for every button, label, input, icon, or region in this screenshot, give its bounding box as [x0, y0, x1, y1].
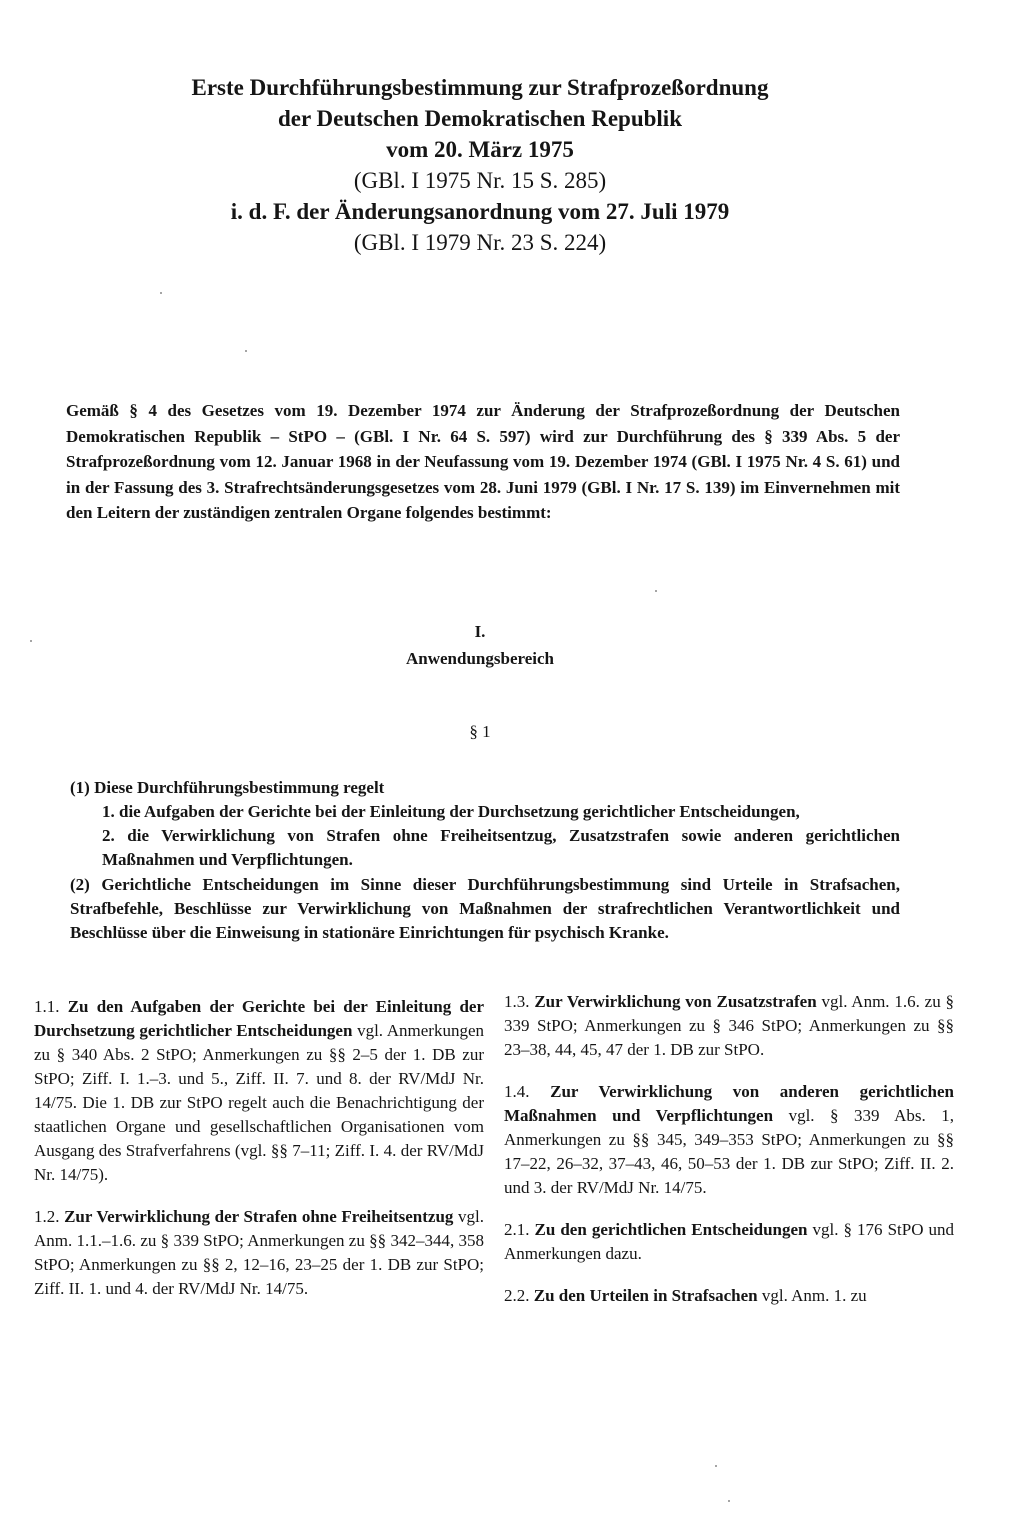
note-2-2-label: 2.2.: [504, 1286, 530, 1305]
note-1-1-label: 1.1.: [34, 997, 60, 1016]
note-1-3-title: Zur Verwirklichung von Zusatzstrafen: [534, 992, 817, 1011]
scan-speck: [715, 1465, 717, 1467]
note-1-3-label: 1.3.: [504, 992, 530, 1011]
paragraph-marker: § 1: [469, 722, 491, 741]
paragraph-2: (2) Gerichtliche Entscheidungen im Sinne dieser Durchführungsbestimmung sind Urteile in Strafsachen, Strafbefehle, Beschlüsse zur Verwirklichung von Maßnahmen der strafrechtlichen Verantwortlichkeit und Beschlüsse über die Einweisung in stationäre Einrichtungen für psychisch Kranke.: [70, 875, 900, 942]
scan-speck: [655, 590, 657, 592]
note-1-2-title: Zur Verwirklichung der Strafen ohne Freiheitsentzug: [64, 1207, 454, 1226]
scan-speck: [30, 640, 32, 642]
paragraph-1: [70, 776, 900, 872]
note-2-1-title: Zu den gerichtlichen Entscheidungen: [534, 1220, 808, 1239]
note-1-4-text: vgl. § 339 Abs. 1, Anmerkungen zu §§ 345, 349–353 StPO; Anmerkungen zu §§ 17–22, 26–32, 37–43, 46, 50–53 der 1. DB zur StPO; Ziff. II. 2. und 3. der RV/MdJ Nr. 14/75.: [504, 1106, 954, 1197]
note-1-3-text: vgl. Anm. 1.6. zu § 339 StPO; Anmerkungen zu § 346 StPO; Anmerkungen zu §§ 23–38, 44, 45, 47 der 1. DB zur StPO.: [504, 992, 955, 1059]
note-1-1: [34, 995, 484, 1187]
paragraph-1-intro: (1) Diese Durchführungsbestimmung regelt: [70, 778, 385, 797]
notes-right-column: [504, 990, 954, 1326]
title-line-2: der Deutschen Demokratischen Republik: [277, 106, 682, 131]
title-line-5: i. d. F. der Änderungsanordnung vom 27. Juli 1979: [230, 199, 730, 224]
notes-left-column: [34, 995, 484, 1319]
note-1-4-title: Zur Verwirklichung von anderen gerichtlichen Maßnahmen und Verpflichtungen: [504, 1082, 954, 1125]
preamble-paragraph: Gemäß § 4 des Gesetzes vom 19. Dezember 1974 zur Änderung der Strafprozeßordnung der Deutschen Demokratischen Republik – StPO – (GBl. I Nr. 64 S. 597) wird zur Durchführung des § 339 Abs. 5 der Strafprozeßordnung vom 12. Januar 1968 in der Neufassung vom 19. Dezember 1974 (GBl. I 1975 Nr. 4 S. 61) und in der Fassung des 3. Strafrechtsänderungsgesetzes vom 28. Juni 1979 (GBl. I Nr. 17 S. 139) im Einvernehmen mit den Leitern der zuständigen zentralen Organe folgendes bestimmt:: [66, 401, 900, 523]
note-1-3: [504, 990, 954, 1062]
scan-speck: [245, 350, 247, 352]
note-1-1-text: vgl. Anmerkungen zu § 340 Abs. 2 StPO; Anmerkungen zu §§ 2–5 der 1. DB zur StPO; Ziff. I. 1.–3. und 5., Ziff. II. 7. und 8. der RV/MdJ Nr. 14/75. Die 1. DB zur StPO regelt auch die Benachrichtigung der staatlichen Organe und gesellschaftlichen Organisationen vom Ausgang des Strafverfahrens (vgl. §§ 7–11; Ziff. I. 4. der RV/MdJ Nr. 14/75).: [34, 1021, 485, 1184]
note-1-2: [34, 1205, 484, 1301]
note-2-2-title: Zu den Urteilen in Strafsachen: [533, 1286, 758, 1305]
note-2-1-label: 2.1.: [504, 1220, 530, 1239]
note-1-4-label: 1.4.: [504, 1082, 530, 1101]
title-line-3: vom 20. März 1975: [386, 137, 574, 162]
paragraph-1-item-2: 2. die Verwirklichung von Strafen ohne Freiheitsentzug, Zusatzstrafen sowie anderen gerichtlichen Maßnahmen und Verpflichtungen.: [102, 826, 900, 869]
scan-speck: [728, 1500, 730, 1502]
note-1-2-text: vgl. Anm. 1.1.–1.6. zu § 339 StPO; Anmerkungen zu §§ 342–344, 358 StPO; Anmerkungen zu §§ 2, 12–16, 23–25 der 1. DB zur StPO; Ziff. II. 1. und 4. der RV/MdJ Nr. 14/75.: [34, 1207, 484, 1298]
section-number: I.: [474, 622, 486, 641]
section-heading: Anwendungsbereich: [406, 649, 554, 668]
note-2-2-text: vgl. Anm. 1. zu: [761, 1286, 867, 1305]
title-line-1: Erste Durchführungsbestimmung zur Strafprozeßordnung: [191, 75, 769, 100]
note-2-2: [504, 1284, 954, 1308]
note-1-2-label: 1.2.: [34, 1207, 60, 1226]
paragraph-1-item-1: 1. die Aufgaben der Gerichte bei der Einleitung der Durchsetzung gerichtlicher Entscheidungen,: [102, 802, 800, 821]
title-line-4: (GBl. I 1975 Nr. 15 S. 285): [353, 168, 607, 193]
note-2-1: [504, 1218, 954, 1266]
title-line-6: (GBl. I 1979 Nr. 23 S. 224): [353, 230, 607, 255]
note-2-1-text: vgl. § 176 StPO und Anmerkungen dazu.: [504, 1220, 955, 1263]
document-title: [120, 72, 840, 258]
note-1-4: [504, 1080, 954, 1200]
note-1-1-title: Zu den Aufgaben der Gerichte bei der Einleitung der Durchsetzung gerichtlicher Entscheidungen: [34, 997, 484, 1040]
scan-speck: [160, 292, 162, 294]
